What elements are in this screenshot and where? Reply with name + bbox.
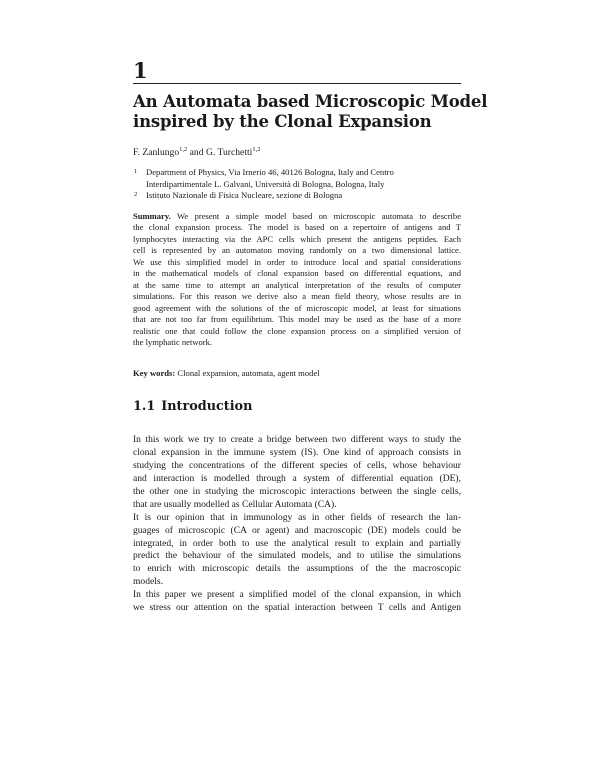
body-line: clonal expansion in the immune system (IS). One kind of approach consists in xyxy=(133,446,461,458)
affiliation-text: Istituto Nazionale di Fisica Nucleare, sezione di Bologna xyxy=(146,190,343,200)
affiliation-text: Department of Physics, Via Irnerio 46, 40126 Bologna, Italy and Centro xyxy=(146,167,394,177)
body-line: we stress our attention on the spatial interaction between T cells and Antigen xyxy=(133,602,461,614)
abstract-line: the clonal expansion process. The model is based on a repertoire of antigens and T xyxy=(133,222,461,233)
abstract-line: in the mathematical models of clonal expansion based on differential equations, and xyxy=(133,268,461,279)
abstract-line: simulations. For this reason we derive also a mean field theory, whose results are in xyxy=(133,291,461,302)
authors xyxy=(133,147,260,158)
abstract-line: the lymphatic network. xyxy=(133,337,213,348)
body-line: It is our opinion that in immunology as in other fields of research the lan- xyxy=(133,511,461,523)
body-line: predict the behaviour of the simulated models, and to utilise the simulations xyxy=(133,550,461,562)
section-number: 1.1 xyxy=(133,399,156,414)
keywords-text: Clonal expansion, automata, agent model xyxy=(177,368,320,378)
abstract-line xyxy=(133,211,461,222)
author-affiliation-marker: 1,2 xyxy=(252,146,261,153)
abstract-label: Summary. xyxy=(133,211,171,221)
abstract-line: at the same time to attempt an analytical interpretation of the results of computer xyxy=(133,279,461,290)
body-line: In this work we try to create a bridge between two different ways to study the xyxy=(133,434,461,445)
body-line: models. xyxy=(133,576,163,588)
abstract-line: good agreement with the solutions of the of microscopic model, at least for situations xyxy=(133,302,461,313)
author-name: G. Turchetti xyxy=(205,147,253,158)
body-text xyxy=(133,434,461,615)
affiliation-line xyxy=(133,167,463,179)
affiliation-line xyxy=(133,179,463,191)
paper-title xyxy=(133,92,488,132)
affiliation-marker: 1 xyxy=(134,168,138,175)
abstract-line: We use this simplified model in order to introduce local and spatial considerations xyxy=(133,256,461,267)
abstract-text: We present a simple model based on microscopic automata to describe xyxy=(177,211,461,221)
title-line: An Automata based Microscopic Model xyxy=(133,92,488,111)
author-name: F. Zanlungo xyxy=(133,147,180,158)
body-line: and interaction is modelled through a system of differential equation (DE), xyxy=(133,472,461,484)
chapter-rule xyxy=(133,83,461,84)
abstract-line: that are not too far from equilibrium. This model may be used as the base of a more xyxy=(133,314,461,325)
keywords-label: Key words: xyxy=(133,368,176,378)
section-heading xyxy=(133,399,252,414)
body-line: integrated, in order both to use the analytical result to explain and partially xyxy=(133,537,461,549)
affiliations xyxy=(133,167,463,202)
title-line: inspired by the Clonal Expansion xyxy=(133,112,432,131)
body-line: to enrich with microscopic details the assumptions of the the macroscopic xyxy=(133,563,461,575)
affiliation-line xyxy=(133,190,463,202)
abstract xyxy=(133,211,461,349)
body-line: In this paper we present a simplified model of the clonal expansion, in which xyxy=(133,589,461,601)
chapter-number: 1 xyxy=(133,58,148,83)
abstract-line: cell is represented by an automaton moving randomly on a two dimensional lattice. xyxy=(133,245,461,256)
body-line: that are usually modelled as Cellular Automata (CA). xyxy=(133,498,337,510)
keywords xyxy=(133,368,320,378)
author-affiliation-marker: 1,2 xyxy=(179,146,188,153)
author-conjunction: and xyxy=(189,147,204,158)
affiliation-text: Interdipartimentale L. Galvani, Università di Bologna, Bologna, Italy xyxy=(146,178,385,189)
body-line: studying the concentrations of the different species of cells, whose behaviour xyxy=(133,459,461,471)
affiliation-marker: 2 xyxy=(134,191,138,198)
section-title: Introduction xyxy=(161,399,253,414)
abstract-line: realistic one that could follow the clone expansion process on a simplified version of xyxy=(133,325,461,336)
body-line: the other one in studying the microscopic interactions between the single cells, xyxy=(133,485,461,497)
body-line: guages of microscopic (CA or agent) and macroscopic (DE) models could be xyxy=(133,524,461,536)
abstract-line: lymphocytes interacting via the APC cells which present the antigens peptides. Each xyxy=(133,233,461,244)
